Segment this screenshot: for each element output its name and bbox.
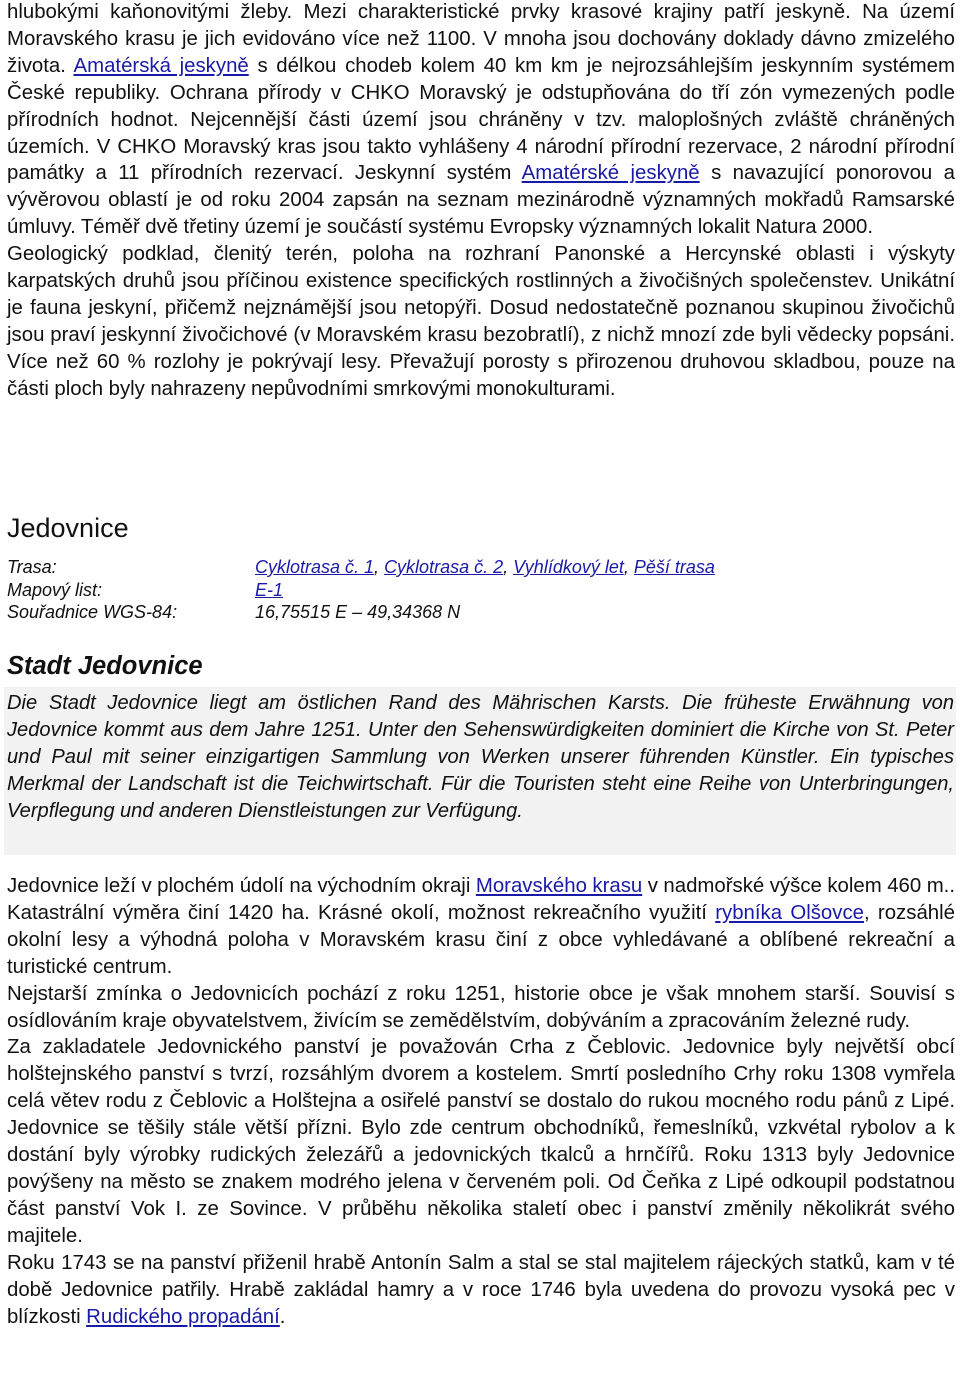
german-text-box [4, 687, 956, 855]
body-paragraph-3: Za zakladatele Jedovnického panství je považován Crha z Čeblovic. Jedovnice byly největší obcí holštejnského panství s tvrzí, rozsáhlým dvorem a kostelem. Smrtí posledního Crhy roku 1308 vymřela celá větev rodu z Čeblovic a Holštejna a osiřelé panství se dostalo do rukou mocného rodu pánů z Lipé. Jedovnice se těšily stále větší přízni. Bylo zde centrum obchodníků, řemeslníků, vzkvétal rybolov a k dostání byly výrobky rudických železářů a jedovnických tkalců a hrnčířů. Roku 1313 byly Jedovnice povýšeny na město se znakem modrého jelena v červeném poli. Od Čeňka z Lipé odkoupil podstatnou část panství Vok I. ze Sovince. V průběhu několika staletí obec i panství změnily několikrát svého majitele. [7, 1036, 955, 1247]
body-p4-text-b: . [279, 1305, 286, 1328]
intro-text-2: s délkou chodeb kolem 40 km km je nejrozsáhlejším jeskynním systémem České republiky. [7, 54, 955, 104]
place-metadata [7, 556, 907, 624]
body-paragraph-4 [7, 1250, 955, 1331]
body-paragraph-2: Nejstarší zmínka o Jedovnicích pochází z roku 1251, historie obce je však mnohem starší. Souvisí s osídlováním kraje obyvatelstvem, živícím se zemědělstvím, dobýváním a zpracováním železné rudy. [7, 982, 955, 1032]
trasa-links: Cyklotrasa č. 1, Cyklotrasa č. 2, Vyhlídkový let, Pěší trasa [255, 557, 715, 577]
meta-row-coords [7, 601, 907, 624]
body-p1-text-a: Jedovnice leží v plochém údolí na východním okraji [7, 875, 471, 897]
place-title: Jedovnice [7, 513, 129, 543]
german-paragraph: Die Stadt Jedovnice liegt am östlichen Rand des Mährischen Karsts. Die früheste Erwähnung von Jedovnice kommt aus dem Jahre 1251. Unter den Sehenswürdigkeiten dominiert die Kirche von St. Peter und Paul mit seiner einzigartigen Sammlung von Werken unserer führenden Künstler. Ein typisches Merkmal der Landschaft ist die Teichwirtschaft. Für die Touristen steht eine Reihe von Unterbringungen, Verpflegung und anderen Dienstleistungen zur Verfügung. [7, 692, 954, 822]
meta-row-trasa [7, 556, 907, 579]
body-paragraph-1 [7, 873, 955, 981]
coords-value: 16,75515 E – 49,34368 N [255, 602, 461, 622]
link-rybnika-olsovce[interactable]: rybníka Olšovce [715, 901, 864, 924]
meta-row-list [7, 579, 907, 602]
link-map-sheet[interactable]: E-1 [255, 579, 284, 600]
link-amaterske-jeskyne[interactable]: Amatérské jeskyně [521, 162, 700, 185]
link-rudickeho-propadani[interactable]: Rudického propadání [86, 1305, 280, 1328]
german-title: Stadt Jedovnice [7, 652, 203, 680]
coords-label: Souřadnice WGS-84: [7, 602, 178, 622]
body-p1-text-c: , rozsáhlé okolní lesy a výhodná poloha v Moravském krasu činí z obce vyhledávané a oblíbené rekreační a turistické centrum. [7, 901, 955, 978]
link-cyklotrasa-2[interactable]: Cyklotrasa č. 2 [384, 557, 504, 577]
body-p1-text-b: v nadmořské výšce kolem 460 m.. Katastrální výměra činí 1420 ha. Krásné okolí, možnost rekreačního využití [7, 875, 956, 924]
link-pesi-trasa[interactable]: Pěší trasa [633, 557, 715, 577]
body-section [7, 873, 955, 1330]
intro-paragraph-2: Geologický podklad, členitý terén, poloha na rozhraní Panonské a Hercynské oblasti i výskyty karpatských druhů jsou příčinou existence specifických rostlinných a živočišných společenstev. Unikátní je fauna jeskyní, přičemž nejznámější jsou netopýři. Dosud nedostatečně poznanou skupinou živočichů jsou praví jeskynní živočichové (v Moravském krasu bezobratlí), z nichž mnozí zde byli vědecky popsáni. Více než 60 % rozlohy je pokrývají lesy. Převažují porosty s přirozenou druhovou skladbou, pouze na části ploch byly nahrazeny nepůvodními smrkovými monokulturami. [7, 243, 955, 400]
intro-text-1: hlubokými kaňonovitými žleby. Mezi charakteristické prvky krasové krajiny patří jeskyně. Na území Moravského krasu je jich evidováno více než 1100. V mnoha jsou dochovány doklady dávno zmizelého života. [7, 1, 955, 77]
intro-paragraph-1 [7, 0, 955, 241]
link-amaterska-jeskyne[interactable]: Amatérská jeskyně [73, 54, 249, 77]
link-vyhlidkovy-let[interactable]: Vyhlídkový let [513, 557, 624, 577]
mapovy-list-label: Mapový list: [7, 579, 103, 600]
body-p4-text-a: Roku 1743 se na panství přiženil hrabě Antonín Salm a stal se stal majitelem rájeckých statků, kam v té době Jedovnice patřily. Hrabě zakládal hamry a v roce 1746 byla uvedena do provozu vysoká pec v blízkosti [7, 1251, 955, 1328]
intro-text-3: Ochrana přírody v CHKO Moravský je odstupňována do tří zón vymezených podle přírodních hodnot. Nejcennější části území jsou chráněny v tzv. maloplošných zvláště chráněných územích. V CHKO Moravský kras jsou takto vyhlášeny 4 národní přírodní rezervace, 2 národní přírodní památky a 11 přírodních rezervací. Jeskynní systém [7, 81, 956, 185]
link-cyklotrasa-1[interactable]: Cyklotrasa č. 1 [255, 557, 375, 577]
intro-text-4: s navazující ponorovou a vývěrovou oblastí je od roku 2004 zapsán na seznam mezinárodně významných mokřadů Ramsarské úmluvy. Téměř dvě třetiny území je součástí systému Evropsky významných lokalit Natura 2000. [7, 162, 955, 239]
link-moravskeho-krasu[interactable]: Moravského krasu [475, 875, 643, 897]
intro-section [7, 0, 955, 403]
trasa-label: Trasa: [7, 557, 57, 577]
